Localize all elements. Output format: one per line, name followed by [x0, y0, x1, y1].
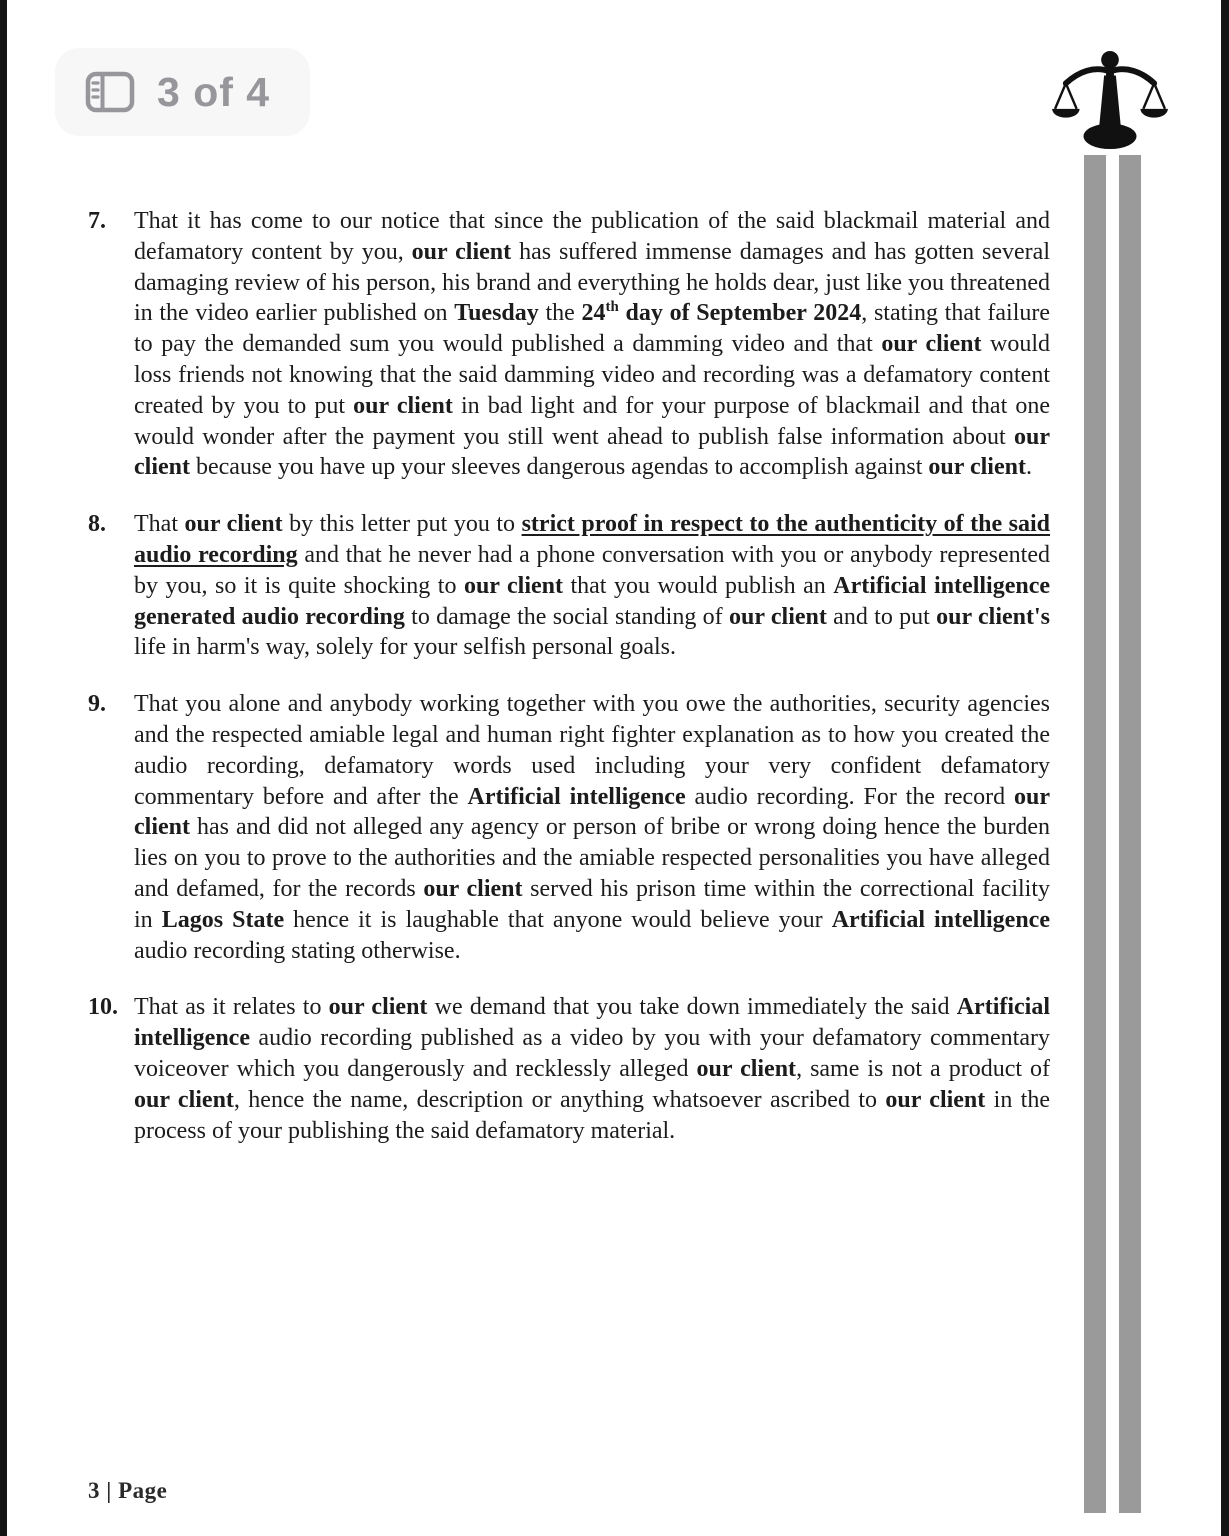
paragraph-text: , hence the name, description or anything whatsoever ascribed to	[233, 1086, 886, 1113]
paragraph-text: Artificial intelligence	[134, 994, 1051, 1052]
paragraph	[88, 509, 1050, 663]
paragraph-text: by this letter put you to	[282, 511, 522, 538]
paragraph-text: our client	[423, 875, 523, 902]
paragraph-text: to damage the social standing of	[404, 603, 729, 630]
paragraph-text: and that he never had a phone conversation with you or anybody represented by you, so it is quite shocking to	[134, 541, 1050, 599]
pages-icon	[85, 71, 135, 113]
paragraph-text: our client	[696, 1055, 797, 1082]
letterhead-bar	[1119, 155, 1141, 1513]
paragraph-text: Tuesday	[454, 300, 539, 327]
paragraph-text: our client	[463, 572, 563, 599]
paragraph-text: our client	[134, 783, 1051, 841]
paragraph-number: 10.	[88, 994, 118, 1021]
paragraph-text: Lagos State	[161, 906, 285, 933]
paragraph-text: life in harm's way, solely for your selfish personal goals.	[134, 634, 676, 661]
paragraph-text: has and did not alleged any agency or person of bribe or wrong doing hence the burden lies on you to prove to the authorities and the amiable respected personalities you have alleged and defamed, for the records	[134, 814, 1050, 902]
paragraph-text: Artificial intelligence	[467, 783, 686, 810]
paragraph-text: Artificial intelligence	[831, 906, 1050, 933]
paragraph-text: audio recording. For the record	[685, 783, 1015, 810]
paragraph-text: Artificial intelligence generated audio recording	[134, 572, 1051, 630]
paragraph-text: our client	[411, 238, 512, 265]
paragraph-text: in the process of your publishing the said defamatory material.	[134, 1086, 1050, 1144]
paragraph-text: our client	[353, 392, 453, 419]
paragraph-text: that you would publish an	[562, 572, 834, 599]
paragraph-text: we demand that you take down immediately the said	[427, 994, 957, 1021]
paragraph-text: 24	[581, 300, 606, 327]
paragraph	[88, 992, 1050, 1146]
paragraph-text: That you alone and anybody working together with you owe the authorities, security agencies and the respected amiable legal and human right fighter explanation as to how you created the audio recording, defamatory words used including your very confident defamatory commentary before and after the	[134, 691, 1050, 810]
paragraph-text: has suffered immense damages and has gotten several damaging review of his person, his brand and everything he holds dear, just like you threatened in the video earlier published on	[134, 238, 1050, 327]
paragraph-text: and to put	[826, 603, 937, 630]
letterhead-bar	[1084, 155, 1106, 1513]
paragraph-number: 9.	[88, 691, 106, 718]
paragraph-number: 8.	[88, 511, 106, 538]
scales-of-justice-icon	[1051, 48, 1169, 152]
image-left-edge	[0, 0, 7, 1536]
paragraph	[88, 206, 1050, 483]
paragraph-text: our client	[885, 1086, 986, 1113]
page-indicator-label: 3 of 4	[157, 68, 271, 115]
paragraph-text: , same is not a product of	[796, 1055, 1051, 1082]
paragraph-text: the	[538, 300, 582, 327]
paragraph-text: in bad light and for your purpose of blackmail and that one would wonder after the payment you still went ahead to publish false information about	[134, 392, 1051, 450]
paragraph-text: , stating that failure to pay the demanded sum you would published a damming video and that	[134, 300, 1051, 358]
paragraph-text: hence it is laughable that anyone would believe your	[284, 906, 832, 933]
paragraph-number: 7.	[88, 208, 106, 234]
paragraph-text: audio recording published as a video by you with your defamatory commentary voiceover which you dangerously and recklessly alleged	[134, 1025, 1050, 1082]
paragraph-text: our client	[928, 454, 1026, 481]
paragraph-text: th	[605, 299, 619, 316]
paragraph-text: day of September 2024	[618, 300, 862, 327]
paragraph-text: our client	[328, 994, 428, 1021]
paragraph-text: our client	[134, 423, 1050, 481]
paragraph	[88, 689, 1050, 966]
paragraph-text: our client	[728, 603, 827, 630]
paragraph-text: would loss friends not knowing that the said damming video and recording was a defamatory content created by you to put	[134, 331, 1051, 419]
paragraph-text: That	[134, 511, 185, 538]
page-indicator-badge[interactable]	[55, 48, 310, 136]
paragraph-text: .	[1025, 454, 1032, 481]
paragraph-text: our client	[184, 511, 283, 538]
paragraph-text: our client	[134, 1086, 234, 1113]
paragraph-text: our client	[881, 331, 982, 358]
paragraph-text: because you have up your sleeves dangerous agendas to accomplish against	[189, 454, 929, 481]
image-right-edge	[1221, 0, 1229, 1536]
paragraph-text: That as it relates to	[134, 994, 329, 1021]
paragraph-text: served his prison time within the correctional facility in	[134, 875, 1051, 933]
paragraph-text: our client's	[936, 603, 1050, 630]
page-footer: 3 | Page	[88, 1478, 168, 1503]
document-body	[88, 206, 1050, 1172]
paragraph-text: audio recording stating otherwise.	[134, 937, 461, 964]
paragraph-text: strict proof in respect to the authenticity of the said audio recording	[134, 511, 1051, 568]
paragraph-text: That it has come to our notice that since the publication of the said blackmail material and defamatory content by you,	[134, 208, 1050, 265]
